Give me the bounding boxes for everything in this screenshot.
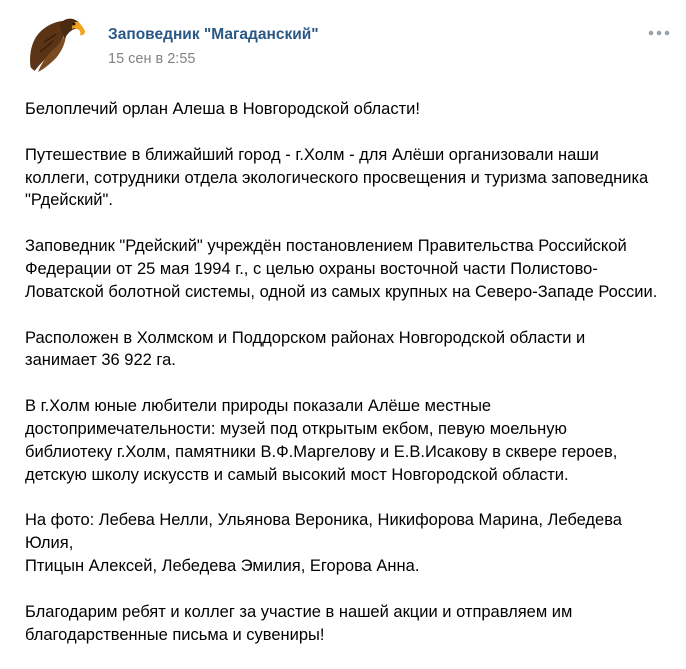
more-dots-icon[interactable] [646,26,672,40]
post-paragraph: Благодарим ребят и коллег за участие в нашей акции и отправляем им благодарственные письма и сувениры! [25,602,573,644]
post-paragraph: В г.Холм юные любители природы показали Алёше местные достопримечательности: музей под открытым екбом, певую моельную библиотеку г.Холм, памятники В.Ф.Маргелову и Е.В.Исакову в сквере героев, детскую школу искусств и самый высокий мост Новгородской области. [25,397,618,484]
post-header [22,12,672,82]
post-author-link[interactable]: Заповедник "Магаданский" [108,26,319,43]
post-paragraph: Заповедник "Рдейский" учреждён постановлением Правительства Российской Федерации от 25 мая 1994 г., с целью охраны восточной части Полистово- Ловатской болотной системы, одной из самых крупных на Северо-Западе России. [25,237,658,301]
post-paragraph: Расположен в Холмском и Поддорском районах Новгородской области и занимает 36 922 га. [25,328,586,370]
post-paragraph: Путешествие в ближайший город - г.Холм - для Алёши организовали наши коллеги, сотрудники отдела экологического просвещения и туризма заповедника "Рдейский". [25,145,649,210]
eagle-icon [22,12,88,78]
post-text [25,98,670,669]
avatar[interactable] [22,12,88,78]
post-paragraph: Белоплечий орлан Алеша в Новгородской области! [25,100,420,118]
post-paragraph: На фото: Лебева Нелли, Ульянова Вероника, Никифорова Марина, Лебедева Юлия, Птицын Алексей, Лебедева Эмилия, Егорова Анна. [25,511,622,575]
post-date-link[interactable]: 15 сен в 2:55 [108,51,196,67]
